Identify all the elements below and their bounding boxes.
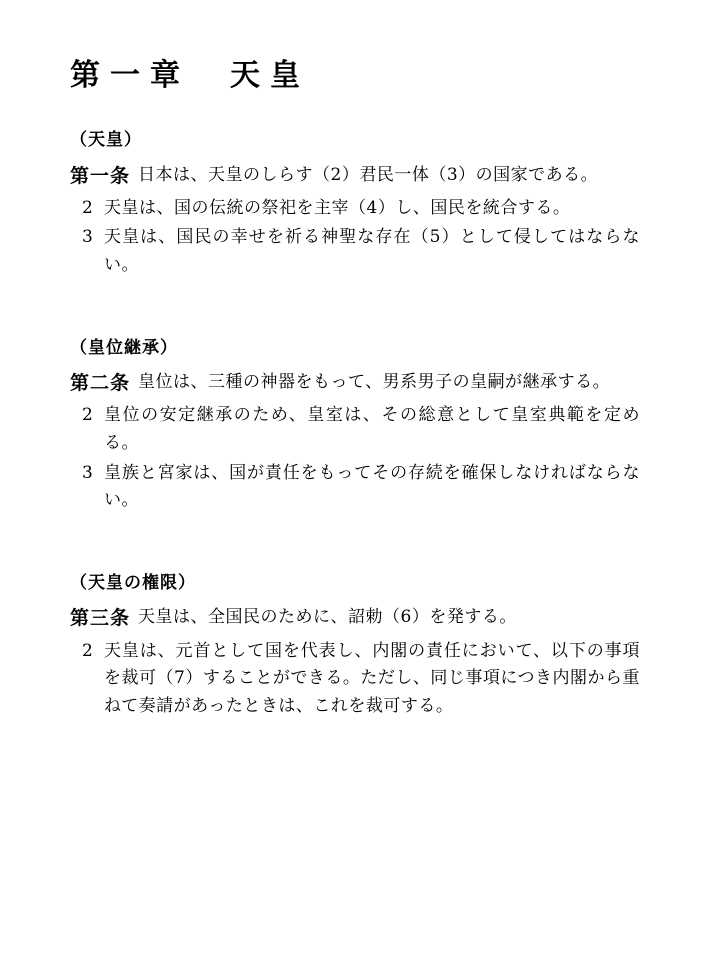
paragraph-text: 皇位の安定継承のため、皇室は、その総意として皇室典範を定める。 (104, 405, 640, 453)
article-text: 天皇は、全国民のために、詔勅（6）を発する。 (138, 607, 517, 628)
section-heading: （天皇） (70, 130, 142, 150)
paragraph-text: 天皇は、国の伝統の祭祀を主宰（4）し、国民を統合する。 (104, 197, 571, 218)
paragraph-number: 2 (82, 405, 93, 426)
section-spacer (70, 545, 640, 571)
section-heading: （天皇の権限） (70, 572, 196, 593)
paragraph-number: 2 (82, 197, 93, 218)
article-label: 第二条 (70, 372, 131, 395)
paragraph-number: 2 (82, 640, 93, 661)
paragraph-number: 3 (82, 462, 93, 483)
paragraph (70, 460, 640, 515)
section-koui-keishou (70, 336, 640, 515)
paragraph-number: 3 (82, 227, 93, 248)
article-3 (70, 604, 640, 633)
paragraph (70, 402, 640, 457)
article-1 (70, 162, 640, 191)
chapter-title: 第一章 天皇 (70, 58, 310, 93)
paragraph-text: 天皇は、国民の幸せを祈る神聖な存在（5）として侵してはならない。 (104, 227, 640, 275)
article-text: 皇位は、三種の神器をもって、男系男子の皇嗣が継承する。 (138, 372, 611, 393)
paragraph (70, 224, 640, 279)
section-tennou (70, 128, 640, 280)
paragraph-text: 皇族と宮家は、国が責任をもってその存続を確保しなければならない。 (104, 462, 640, 511)
paragraph (70, 195, 640, 223)
article-text: 日本は、天皇のしらす（2）君民一体（3）の国家である。 (138, 164, 599, 185)
paragraph-text: 天皇は、元首として国を代表し、内閣の責任において、以下の事項を裁可（7）することができる。ただし、同じ事項につき内閣から重ねて奏請があったときは、これを裁可する。 (104, 640, 640, 716)
section-heading: （皇位継承） (70, 337, 178, 358)
article-label: 第三条 (70, 607, 131, 630)
article-label: 第一条 (70, 164, 131, 187)
section-tennou-kengen (70, 571, 640, 721)
section-spacer (70, 310, 640, 336)
article-2 (70, 369, 640, 398)
paragraph (70, 638, 640, 721)
